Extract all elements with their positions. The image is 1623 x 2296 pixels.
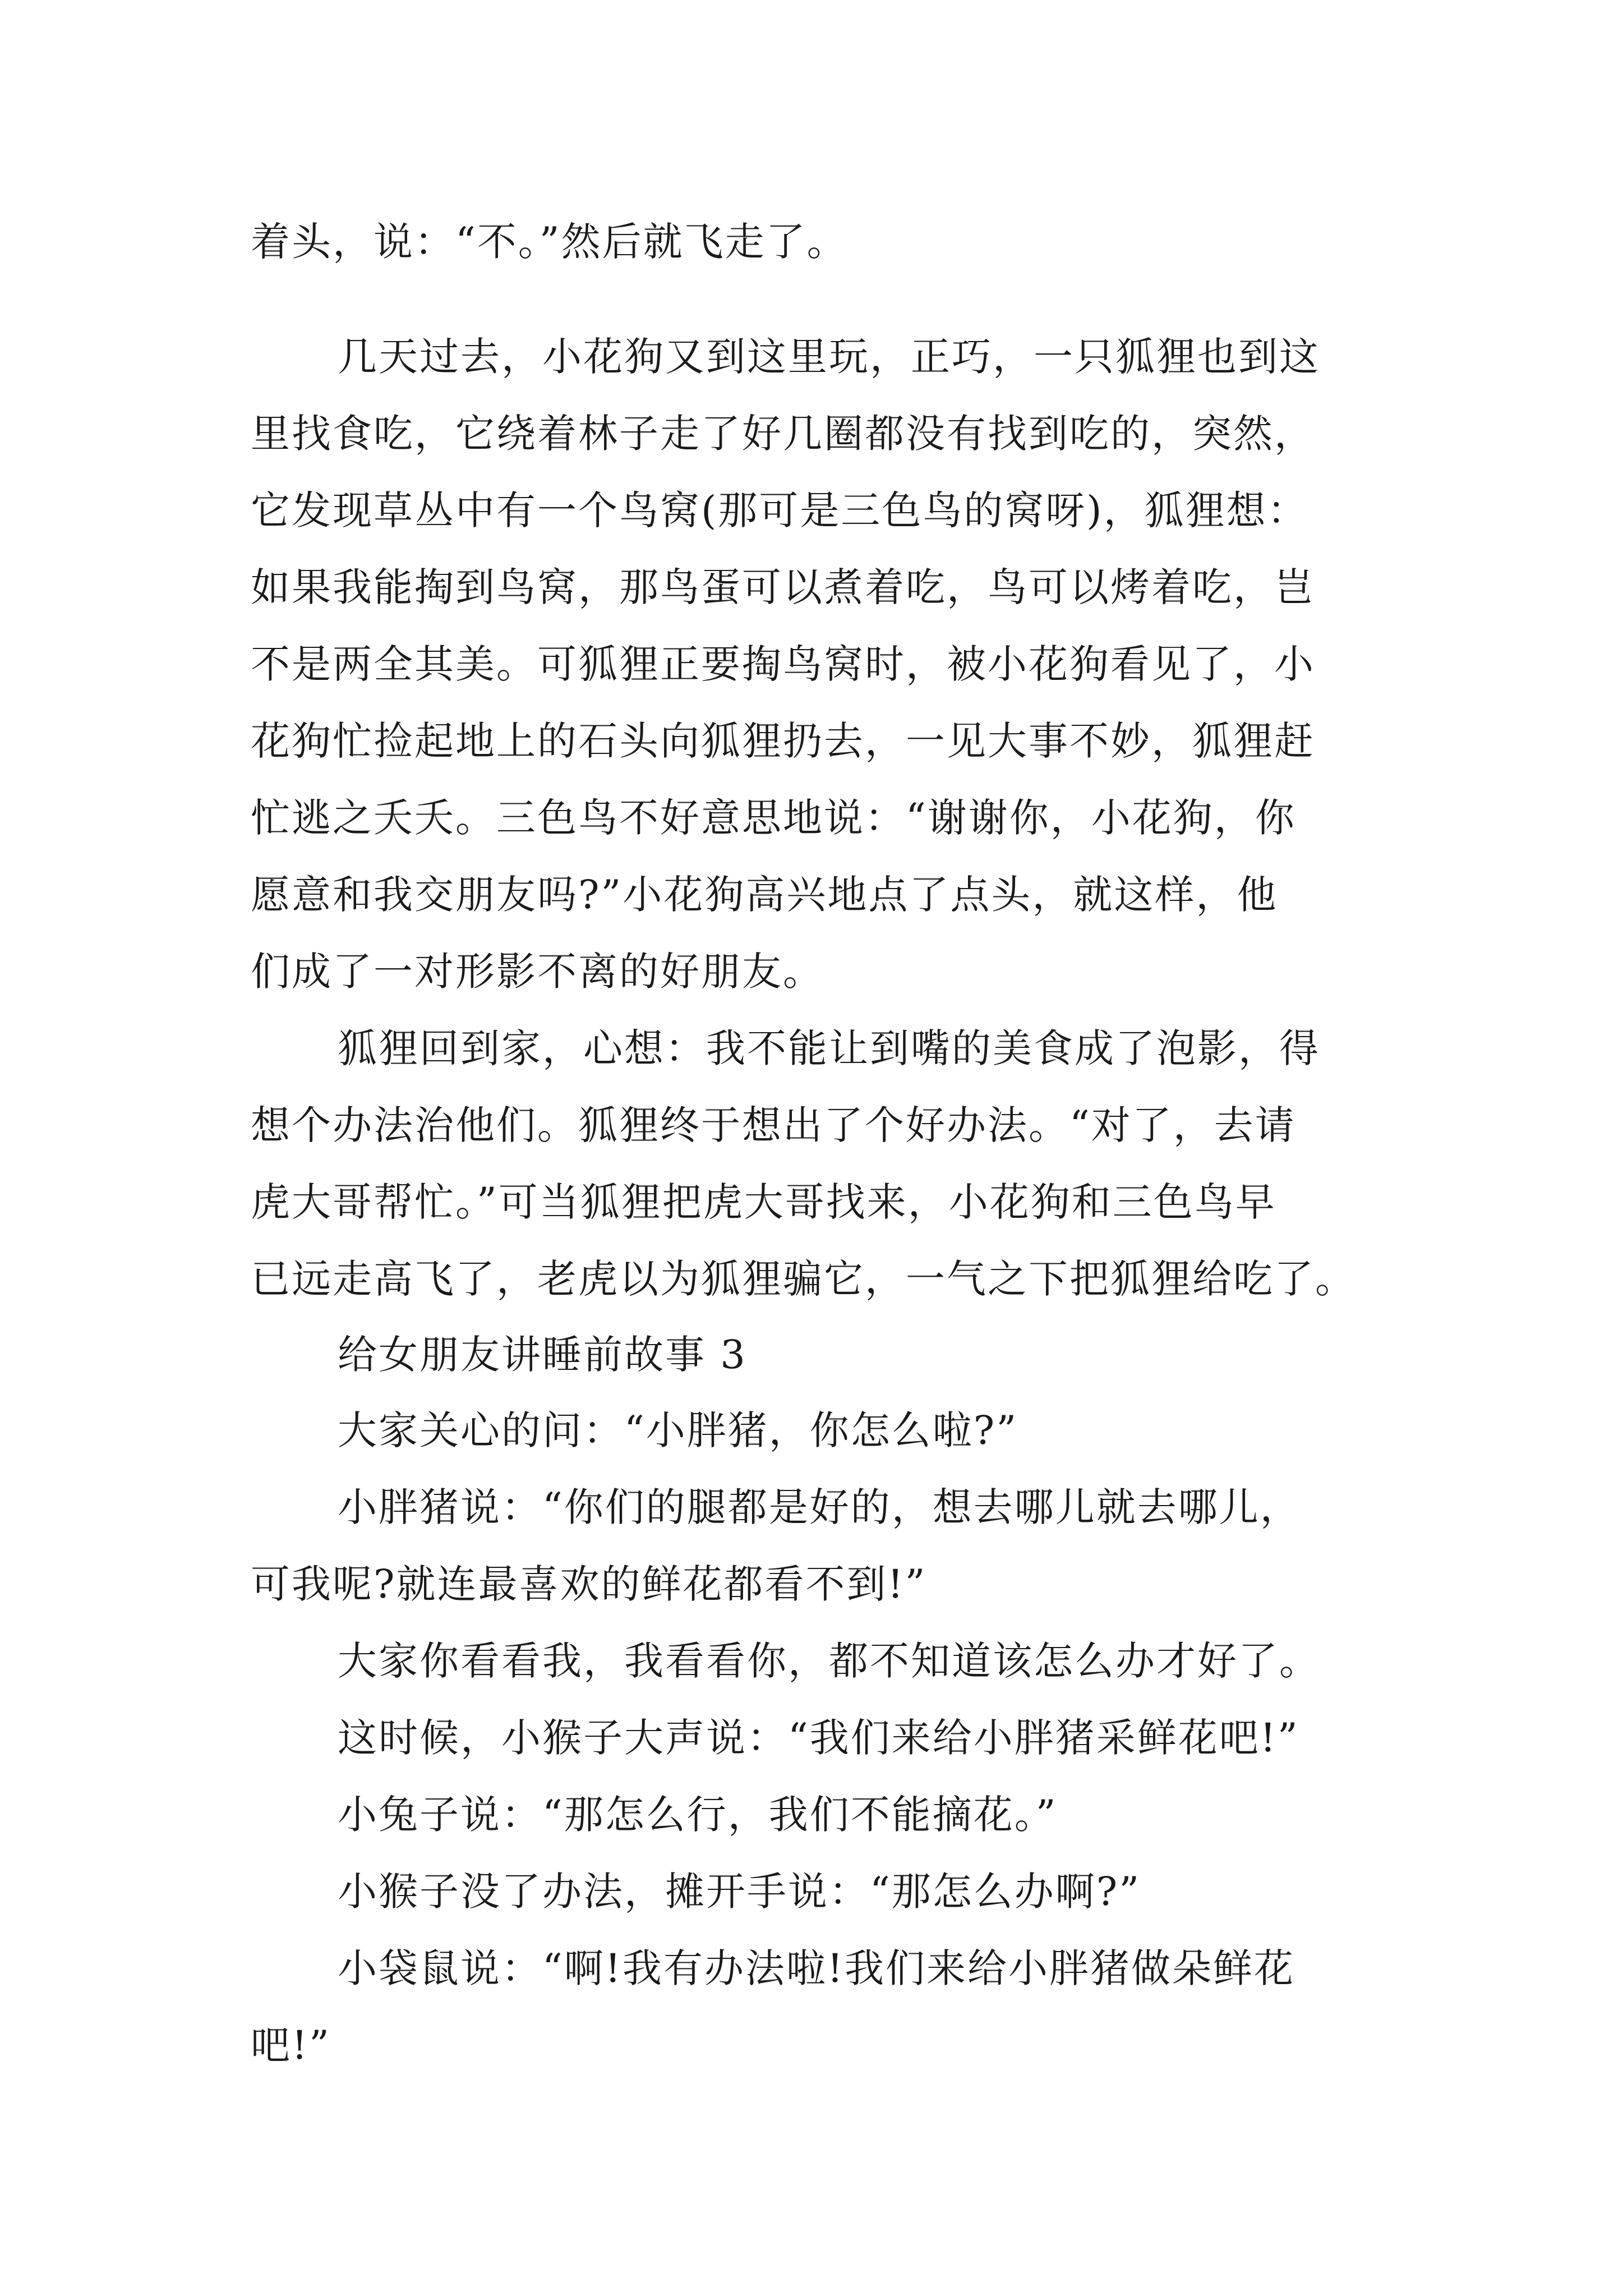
text-line: 不是两全其美。可狐狸正要掏鸟窝时，被小花狗看见了，小 — [251, 641, 1315, 687]
text-line: 可我呢?就连最喜欢的鲜花都看不到!” — [251, 1561, 927, 1607]
text-line: 愿意和我交朋友吗?”小花狗高兴地点了点头，就这样，他 — [251, 872, 1278, 918]
text-line: 吧!” — [251, 2022, 331, 2068]
text-line: 着头，说：“不。”然后就飞走了。 — [251, 219, 848, 265]
text-line: 大家关心的问：“小胖猪，你怎么啦?” — [338, 1407, 1018, 1453]
text-line: 们成了一对形影不离的好朋友。 — [251, 949, 824, 995]
text-line: 这时候，小猴子大声说：“我们来给小胖猪采鲜花吧!” — [338, 1715, 1299, 1761]
text-line: 小兔子说：“那怎么行，我们不能摘花。” — [338, 1792, 1058, 1838]
text-line: 已远走高飞了，老虎以为狐狸骗它，一气之下把狐狸给吃了。 — [251, 1256, 1356, 1302]
text-line: 它发现草丛中有一个鸟窝(那可是三色鸟的窝呀)，狐狸想： — [251, 487, 1308, 533]
text-line: 如果我能掏到鸟窝，那鸟蛋可以煮着吃，鸟可以烤着吃，岂 — [251, 564, 1315, 610]
section-heading: 给女朋友讲睡前故事 3 — [338, 1332, 747, 1378]
text-line: 大家你看看我，我看看你，都不知道该怎么办才好了。 — [338, 1638, 1320, 1684]
text-line: 几天过去，小花狗又到这里玩，正巧，一只狐狸也到这 — [338, 334, 1320, 380]
text-line: 虎大哥帮忙。”可当狐狸把虎大哥找来，小花狗和三色鸟早 — [251, 1179, 1276, 1225]
text-line: 里找食吃，它绕着林子走了好几圈都没有找到吃的，突然， — [251, 411, 1315, 457]
text-line: 想个办法治他们。狐狸终于想出了个好办法。“对了，去请 — [251, 1102, 1296, 1148]
text-line: 忙逃之夭夭。三色鸟不好意思地说：“谢谢你，小花狗，你 — [251, 795, 1296, 841]
text-line: 小胖猪说：“你们的腿都是好的，想去哪儿就去哪儿， — [338, 1484, 1301, 1530]
text-line: 小袋鼠说：“啊!我有办法啦!我们来给小胖猪做朵鲜花 — [338, 1945, 1295, 1991]
text-line: 小猴子没了办法，摊开手说：“那怎么办啊?” — [338, 1869, 1141, 1915]
text-line: 狐狸回到家，心想：我不能让到嘴的美食成了泡影，得 — [338, 1025, 1320, 1071]
text-line: 花狗忙捡起地上的石头向狐狸扔去，一见大事不妙，狐狸赶 — [251, 718, 1315, 764]
